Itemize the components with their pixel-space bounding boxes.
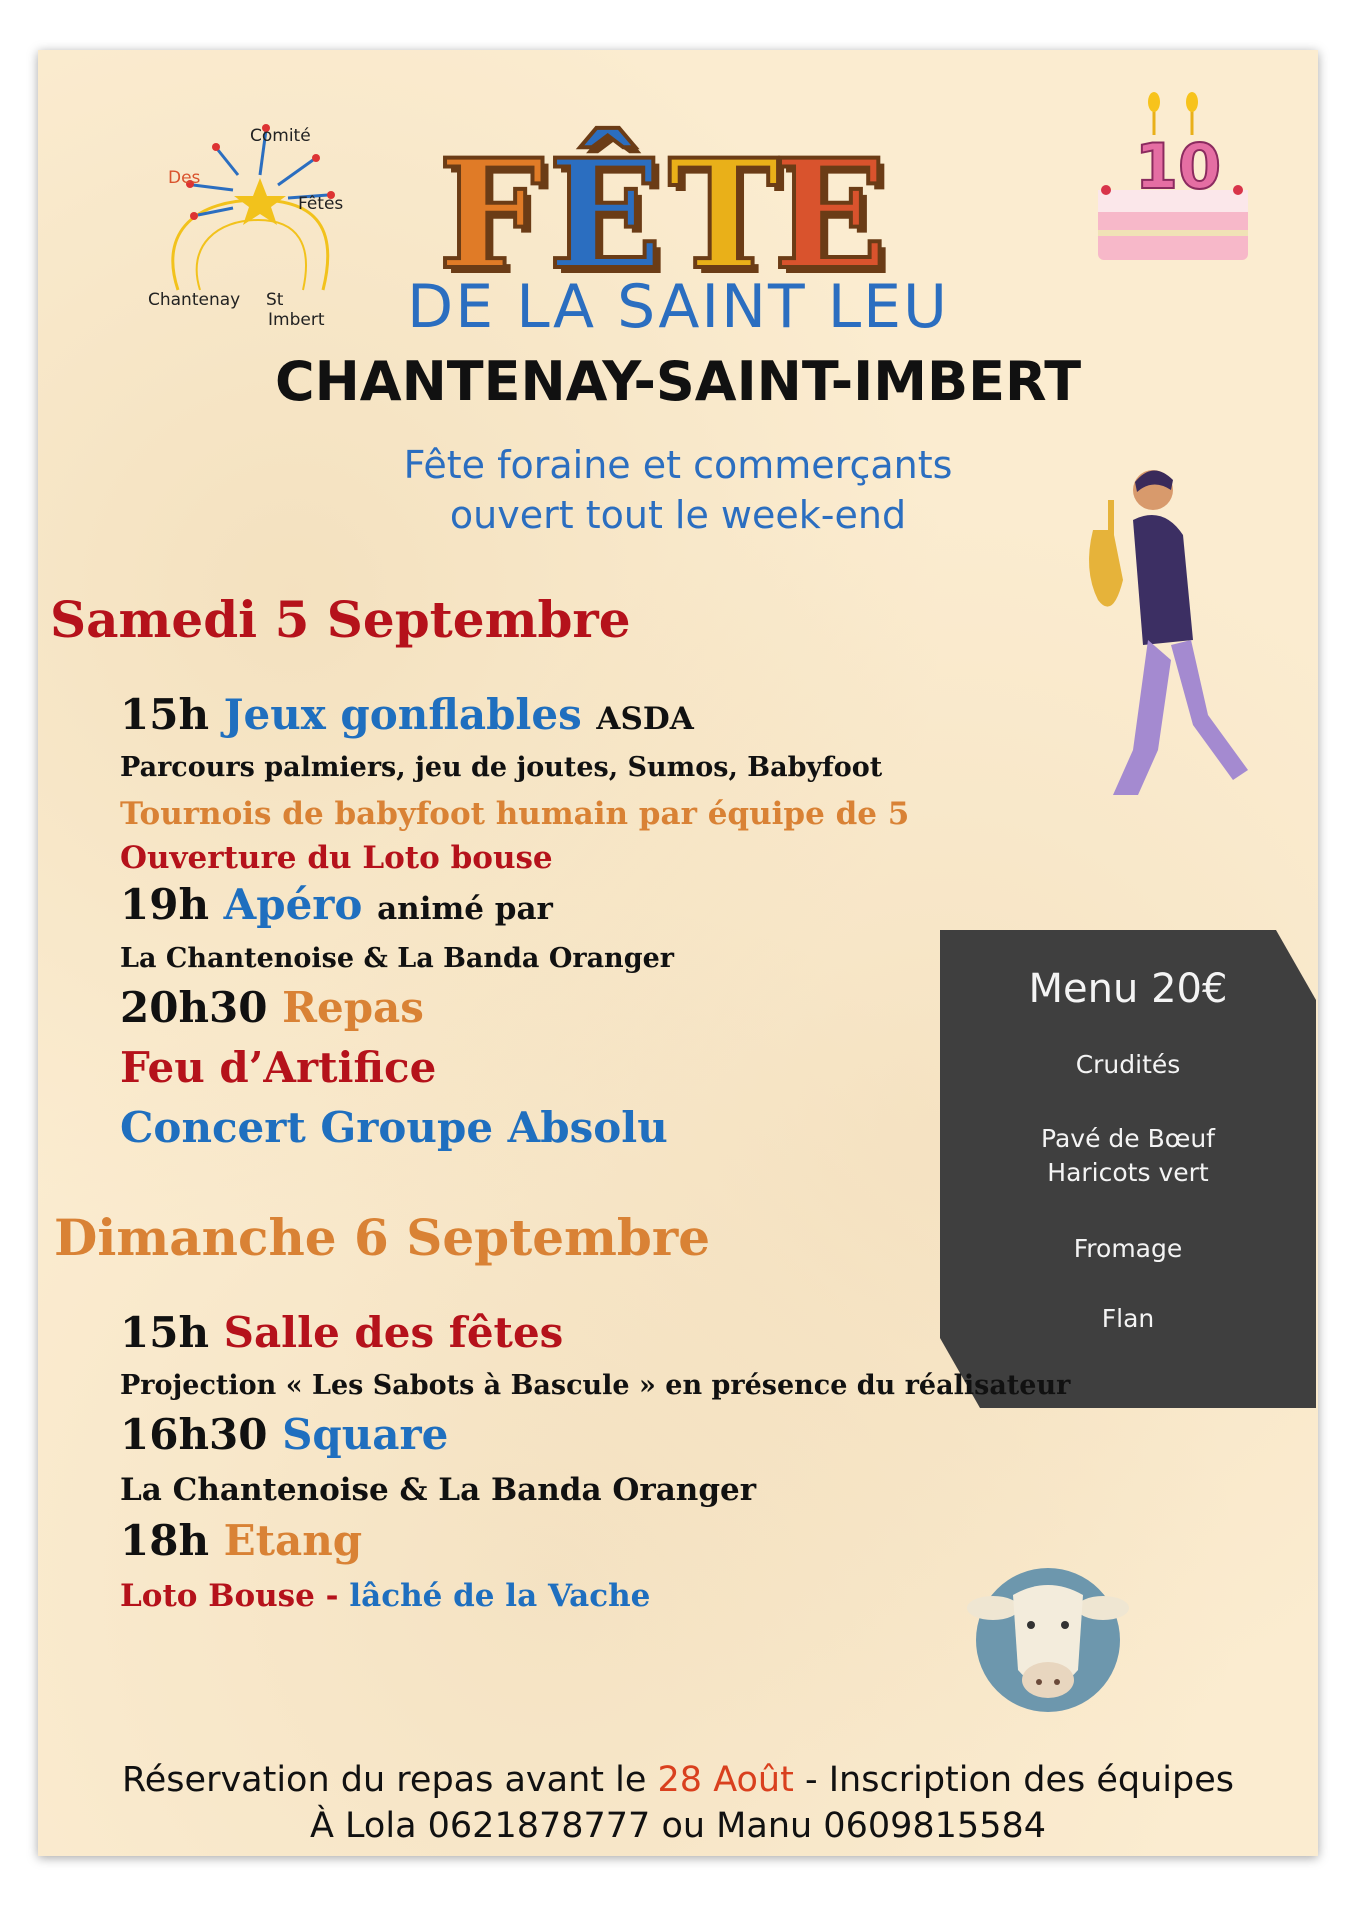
sun-e1-time: 15h — [120, 1308, 209, 1357]
sat-e1-time: 15h — [120, 690, 209, 739]
sun-e2-detail: La Chantenoise & La Banda Oranger — [120, 1472, 757, 1508]
menu-item-flan: Flan — [1101, 1304, 1155, 1333]
sat-e1-tournoi: Tournois de babyfoot humain par équipe de 5 — [120, 796, 910, 832]
sun-e3-vache: lâché de la Vache — [349, 1578, 651, 1614]
sun-e3-detail — [120, 1578, 650, 1614]
menu-item-pave: Pavé de Bœuf — [1041, 1124, 1215, 1153]
sat-event-1 — [120, 690, 694, 739]
sun-e3-title: Etang — [223, 1516, 363, 1565]
footer-reservation — [38, 1760, 1318, 1800]
sun-e2-title: Square — [282, 1410, 449, 1459]
sat-e2-time: 19h — [120, 880, 209, 929]
saturday-heading: Samedi 5 Septembre — [50, 590, 631, 649]
footer-post: - Inscription des équipes — [804, 1760, 1234, 1800]
sat-e1-title: Jeux gonflables — [223, 690, 582, 739]
sun-event-3 — [120, 1516, 362, 1565]
tagline-line1: Fête foraine et commerçants — [403, 443, 953, 487]
sat-e1-org: ASDA — [596, 701, 694, 737]
birthday-cake-icon — [1088, 80, 1258, 270]
sun-e1-title: Salle des fêtes — [223, 1308, 564, 1357]
sat-e5-concert: Concert Groupe Absolu — [120, 1103, 668, 1152]
footer-pre: Réservation du repas avant le — [122, 1760, 647, 1800]
sat-event-3 — [120, 983, 424, 1032]
title-letter-f: F — [438, 127, 545, 303]
menu-item-fromage: Fromage — [1073, 1234, 1183, 1263]
sat-e1-detail: Parcours palmiers, jeu de joutes, Sumos, Babyfoot — [120, 752, 883, 783]
sun-e3-time: 18h — [120, 1516, 209, 1565]
sat-e2-suffix: animé par — [377, 891, 553, 927]
logo-chantenay: Chantenay — [148, 290, 241, 310]
menu-title: Menu 20€ — [1028, 966, 1228, 1012]
title-town: CHANTENAY-SAINT-IMBERT — [274, 350, 1082, 413]
footer-date: 28 Août — [657, 1760, 794, 1800]
sat-e2-title: Apéro — [223, 880, 363, 929]
sunday-heading: Dimanche 6 Septembre — [54, 1208, 711, 1267]
logo-fetes: Fêtes — [298, 194, 344, 214]
menu-board — [940, 930, 1316, 1408]
sun-e1-detail: Projection « Les Sabots à Bascule » en présence du réalisateur — [120, 1370, 1071, 1401]
sat-e2-detail: La Chantenoise & La Banda Oranger — [120, 943, 674, 974]
sun-e3-sep: - — [325, 1578, 339, 1614]
sat-e4-fireworks: Feu d’Artifice — [120, 1043, 437, 1092]
sun-event-1 — [120, 1308, 563, 1357]
cake-number: 10 — [1134, 130, 1222, 203]
sat-e3-title: Repas — [282, 983, 424, 1032]
logo-des: Des — [168, 168, 201, 188]
sun-event-2 — [120, 1410, 448, 1459]
sun-e3-loto: Loto Bouse — [120, 1578, 315, 1614]
logo-st: St — [266, 290, 284, 310]
footer-contacts: À Lola 0621878777 ou Manu 0609815584 — [309, 1806, 1046, 1846]
menu-item-crudites: Crudités — [1075, 1050, 1181, 1079]
sat-e1-loto: Ouverture du Loto bouse — [120, 840, 553, 876]
saxophone-player-icon — [1053, 460, 1273, 800]
title-de-la-saint-leu: DE LA SAINT LEU — [407, 272, 949, 342]
title-letter-t: T — [668, 127, 780, 303]
menu-item-haricots: Haricots vert — [1047, 1158, 1209, 1187]
event-poster — [38, 50, 1318, 1856]
sat-e3-time: 20h30 — [120, 983, 268, 1032]
sat-event-2 — [120, 880, 553, 929]
logo-comite: Comité — [250, 126, 311, 146]
sun-e2-time: 16h30 — [120, 1410, 268, 1459]
title-letter-e-circumflex: Ê — [548, 127, 663, 303]
title-letter-e: E — [773, 127, 888, 303]
tagline-line2: ouvert tout le week-end — [449, 493, 907, 537]
logo-imbert: Imbert — [268, 310, 325, 330]
cow-icon — [953, 1530, 1143, 1720]
